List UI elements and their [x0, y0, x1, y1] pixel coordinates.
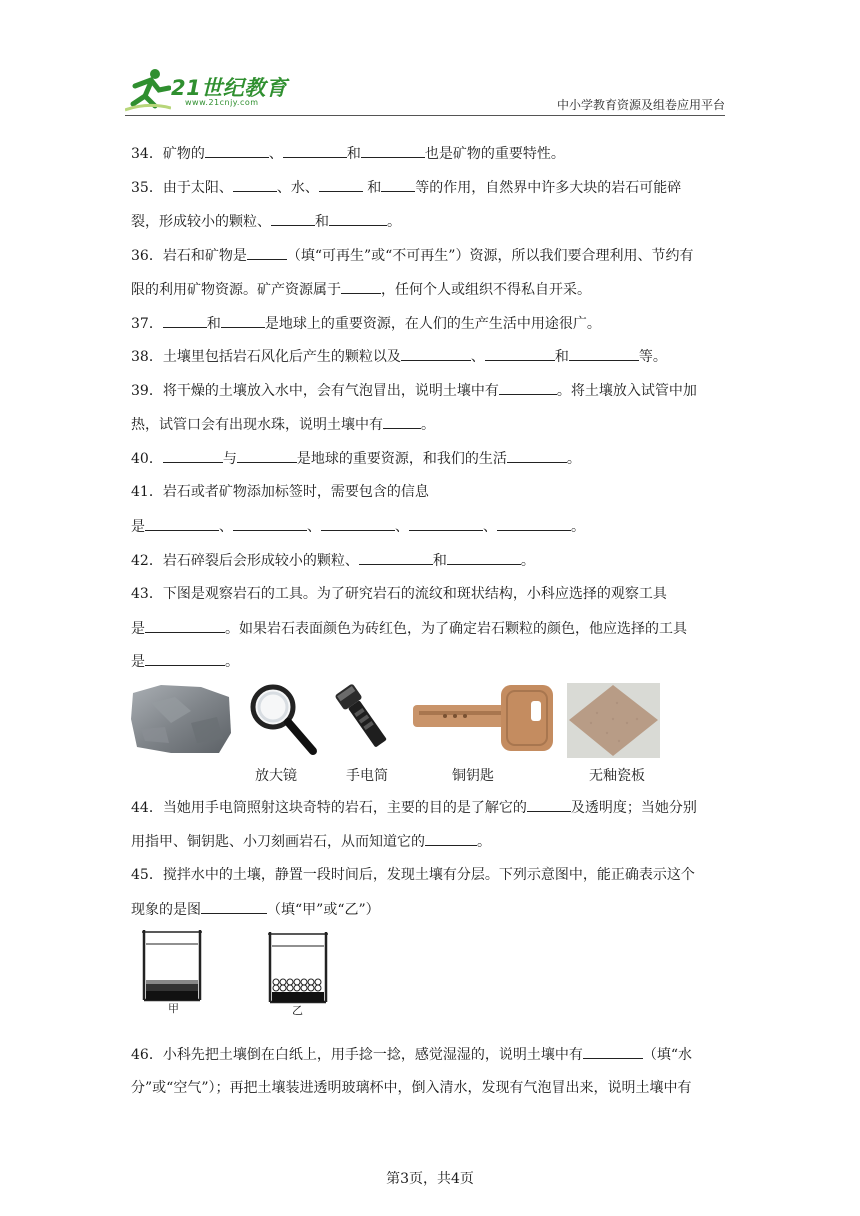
logo-text: 21世纪教育: [171, 76, 288, 100]
beaker-a-diagram: [140, 928, 206, 1016]
answer-blank[interactable]: [233, 516, 307, 531]
question-44-line-2: 用指甲、铜钥匙、小刀刻画岩石，从而知道它的 。: [131, 831, 731, 852]
question-39-line-2: 热，试管口会有出现水珠，说明土壤中有 。: [131, 414, 731, 435]
answer-blank[interactable]: [271, 211, 315, 226]
question-40: 40． 与 是地球的重要资源，和我们的生活 。: [131, 448, 731, 469]
question-number: 37．: [131, 316, 163, 332]
question-43: 43．下图是观察岩石的工具。为了研究岩石的流纹和斑状结构，小科应选择的观察工具: [131, 586, 667, 602]
question-41-line-2: 是 、 、 、 、 。: [131, 516, 731, 537]
question-45: 45．搅拌水中的土壤，静置一段时间后，发现土壤有分层。下列示意图中，能正确表示这个: [131, 867, 695, 883]
question-number: 46．: [131, 1047, 163, 1063]
copper-key-icon: [411, 683, 554, 753]
answer-blank[interactable]: [341, 279, 381, 294]
answer-blank[interactable]: [201, 899, 267, 914]
beaker-a-label: 甲: [168, 1002, 179, 1015]
header-divider: [125, 115, 725, 116]
question-number: 34．: [131, 146, 163, 162]
answer-blank[interactable]: [447, 550, 521, 565]
answer-blank[interactable]: [569, 346, 639, 361]
question-number: 35．: [131, 180, 163, 196]
answer-blank[interactable]: [583, 1044, 643, 1059]
question-number: 39．: [131, 383, 163, 399]
answer-blank[interactable]: [163, 448, 223, 463]
question-34: 34．矿物的 、 和 也是矿物的重要特性。: [131, 143, 731, 164]
rock-image: [131, 683, 233, 755]
answer-blank[interactable]: [359, 550, 433, 565]
question-45-line-2: 现象的是图 （填“甲”或“乙”）: [131, 899, 731, 920]
question-43-line-2: 是 。如果岩石表面颜色为砖红色，为了确定岩石颗粒的颜色，他应选择的工具: [131, 618, 731, 639]
answer-blank[interactable]: [329, 211, 387, 226]
flashlight-icon: [333, 681, 395, 757]
question-43-line-3: 是 。: [131, 651, 731, 672]
answer-blank[interactable]: [499, 380, 557, 395]
question-44: 44．当她用手电筒照射这块奇特的岩石，主要的目的是了解它的 及透明度；当她分别: [131, 797, 731, 818]
page-footer: 第3页，共4页: [386, 1171, 474, 1187]
answer-blank[interactable]: [381, 177, 415, 192]
question-number: 43．: [131, 586, 163, 602]
answer-blank[interactable]: [409, 516, 483, 531]
question-35-line-2: 裂，形成较小的颗粒、 和 。: [131, 211, 731, 232]
question-35: 35．由于太阳、 、水、 和 等的作用，自然界中许多大块的岩石可能碎: [131, 177, 731, 198]
runner-logo-icon: [125, 66, 171, 112]
answer-blank[interactable]: [205, 143, 269, 158]
magnifier-icon: [247, 681, 319, 757]
page-header: [125, 66, 725, 118]
answer-blank[interactable]: [527, 797, 571, 812]
answer-blank[interactable]: [233, 177, 277, 192]
question-number: 42．: [131, 553, 163, 569]
answer-blank[interactable]: [145, 618, 225, 633]
site-logo: [125, 66, 295, 116]
answer-blank[interactable]: [145, 516, 219, 531]
question-number: 45．: [131, 867, 163, 883]
answer-blank[interactable]: [247, 245, 287, 260]
answer-blank[interactable]: [485, 346, 555, 361]
answer-blank[interactable]: [497, 516, 571, 531]
answer-blank[interactable]: [237, 448, 297, 463]
question-number: 41．: [131, 484, 163, 500]
question-37: 37． 和 是地球上的重要资源，在人们的生产生活中用途很广。: [131, 313, 731, 334]
question-46-line-2: 分”或“空气”）；再把土壤装进透明玻璃杯中，倒入清水，发现有气泡冒出来，说明土壤中有: [131, 1080, 692, 1096]
answer-blank[interactable]: [283, 143, 347, 158]
answer-blank[interactable]: [401, 346, 471, 361]
question-46: 46．小科先把土壤倒在白纸上，用手捻一捻，感觉湿湿的，说明土壤中有 （填“水: [131, 1044, 731, 1065]
answer-blank[interactable]: [507, 448, 567, 463]
question-36: 36．岩石和矿物是 （填“可再生”或“不可再生”）资源，所以我们要合理利用、节约有: [131, 245, 731, 266]
question-42: 42．岩石碎裂后会形成较小的颗粒、 和 。: [131, 550, 731, 571]
unglazed-tile-icon: [567, 683, 660, 758]
answer-blank[interactable]: [321, 516, 395, 531]
flashlight-label: 手电筒: [346, 768, 388, 784]
question-41: 41．岩石或者矿物添加标签时，需要包含的信息: [131, 484, 429, 500]
question-number: 38．: [131, 349, 163, 365]
answer-blank[interactable]: [361, 143, 425, 158]
platform-name: 中小学教育资源及组卷应用平台: [556, 98, 725, 112]
question-38: 38．土壤里包括岩石风化后产生的颗粒以及 、 和 等。: [131, 346, 731, 367]
question-number: 36．: [131, 248, 163, 264]
answer-blank[interactable]: [425, 831, 477, 846]
answer-blank[interactable]: [221, 313, 265, 328]
answer-blank[interactable]: [383, 414, 421, 429]
answer-blank[interactable]: [319, 177, 363, 192]
logo-url: www.21cnjy.com: [185, 98, 259, 107]
question-number: 40．: [131, 451, 163, 467]
copper-key-label: 铜钥匙: [452, 768, 494, 784]
question-number: 44．: [131, 800, 163, 816]
unglazed-tile-label: 无釉瓷板: [589, 768, 645, 784]
magnifier-label: 放大镜: [255, 768, 297, 784]
beaker-b-diagram: [266, 932, 332, 1020]
answer-blank[interactable]: [145, 651, 225, 666]
beaker-b-label: 乙: [292, 1004, 303, 1017]
answer-blank[interactable]: [163, 313, 207, 328]
question-39: 39．将干燥的土壤放入水中，会有气泡冒出，说明土壤中有 。将土壤放入试管中加: [131, 380, 731, 401]
question-36-line-2: 限的利用矿物资源。矿产资源属于 ，任何个人或组织不得私自开采。: [131, 279, 731, 300]
